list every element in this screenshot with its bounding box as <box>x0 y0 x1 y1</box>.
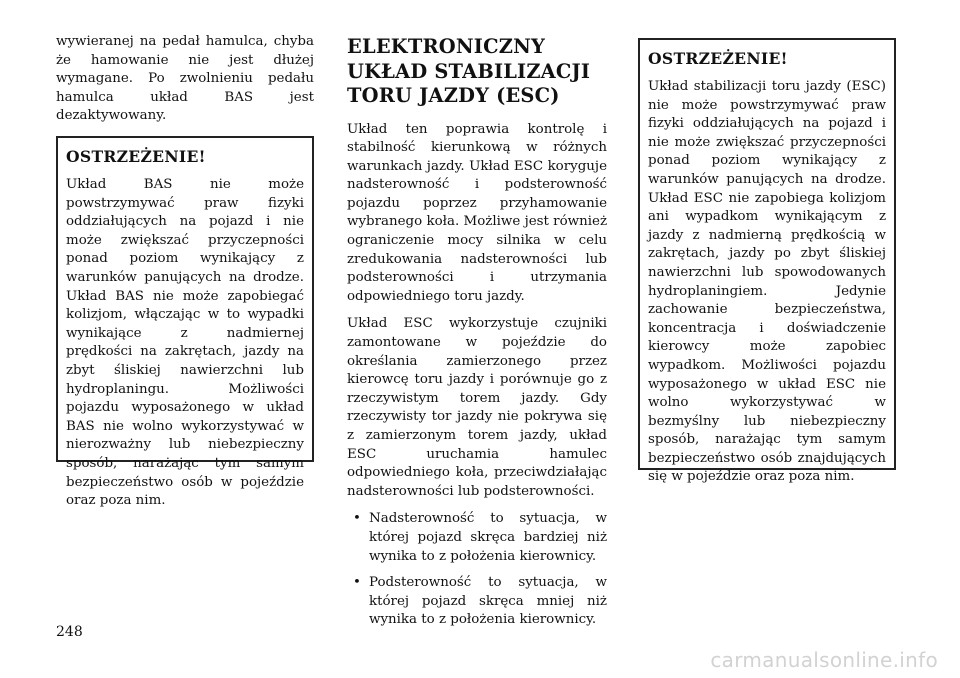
warning-text: Układ stabilizacji toru jazdy (ESC) nie może powstrzymywać praw fizyki oddziałujących na pojazd i nie może zwiększać przyczepności ponad poziom wynikający z warunków panujących na drodze. Układ ESC nie zapobiega kolizjom ani wypadkom wynikającym z jazdy z nadmierną prędkością w zakrętach, jazdy po zbyt śliskiej nawierzchni lub spowodowanych hydroplaningiem. Jedynie zachowanie bezpieczeństwa, koncentracja i doświadczenie kierowcy może zapobiec wypadkom. Możliwości pojazdu wyposażonego w układ ESC nie wolno wykorzystywać w bezmyślny lub niebezpieczny sposób, narażając tym samym bezpieczeństwo osób znajdujących się w pojeździe oraz poza nim. <box>648 79 886 485</box>
bullet-icon: • <box>353 511 361 527</box>
left-column <box>56 0 314 509</box>
warning-title: OSTRZEŻENIE! <box>648 49 788 68</box>
bullet-list <box>347 510 607 630</box>
esc-warning-box <box>638 38 896 485</box>
warning-text: Układ BAS nie może powstrzymywać praw fizyki oddziałujących na pojazd i nie może zwiększać przyczepności ponad poziom wynikający z warunków panujących na drodze. Układ BAS nie może zapobiegać kolizjom, włączając w to wypadki wynikające z nadmiernej prędkości na zakrętach, jazdy na zbyt śliskiej nawierzchni lub hydroplaningu. Możliwości pojazdu wyposażonego w układ BAS nie wolno wykorzystywać w nierozważny lub niebezpieczny sposób, narażając tym samym bezpieczeństwo osób w pojeździe oraz poza nim. <box>66 177 304 509</box>
watermark: carmanualsonline.info <box>710 648 938 672</box>
page-number: 248 <box>56 624 83 640</box>
bullet-icon: • <box>353 575 361 591</box>
list-item-text: Nadsterowność to sytuacja, w której pojazd skręca bardziej niż wynika to z położenia kierownicy. <box>369 511 607 564</box>
esc-paragraph-2: Układ ESC wykorzystuje czujniki zamontowane w pojeździe do określania zamierzonego przez kierowcę toru jazdy i porównuje go z rzeczywistym torem jazdy. Gdy rzeczywisty tor jazdy nie pokrywa się z zamierzonym torem jazdy, układ ESC uruchamia hamulec odpowiedniego koła, przeciwdziałając nadsterowności lub podsterowności. <box>347 316 607 499</box>
intro-paragraph: wywieranej na pedał hamulca, chyba że hamowanie nie jest dłużej wymagane. Po zwolnieniu pedału hamulca układ BAS jest dezaktywowany. <box>56 34 314 124</box>
warning-title: OSTRZEŻENIE! <box>66 147 206 166</box>
middle-column <box>347 0 607 638</box>
list-item-text: Podsterowność to sytuacja, w której pojazd skręca mniej niż wynika to z położenia kierownicy. <box>369 575 607 628</box>
list-item <box>347 510 607 566</box>
section-heading: ELEKTRONICZNY UKŁAD STABILIZACJI TORU JAZDY (ESC) <box>347 35 591 107</box>
esc-paragraph-1: Układ ten poprawia kontrolę i stabilność kierunkową w różnych warunkach jazdy. Układ ESC koryguje nadsterowność i podsterowność pojazdu poprzez przyhamowanie wybranego koła. Możliwe jest również ograniczenie mocy silnika w celu zredukowania nadsterowności lub podsterowności i utrzymania odpowiedniego toru jazdy. <box>347 121 607 304</box>
list-item <box>347 574 607 630</box>
bas-warning-box <box>56 136 314 509</box>
